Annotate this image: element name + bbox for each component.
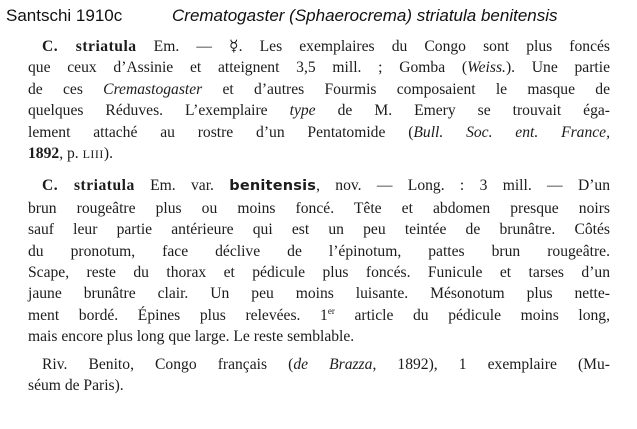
worker-symbol: ☿ [229,38,239,55]
species-name: C. striatula [42,177,135,195]
text-line: brun rougeâtre plus ou moins foncé. Tête et abdomen presque noirs [28,199,610,217]
text-line: de ces Cremastogaster et d’autres Fourmis composaient le masque de [28,80,610,98]
paragraph-variety-description [28,175,610,347]
text-line: 1892, p. LIII). [28,145,113,163]
variety-name: benitensis [229,178,317,195]
species-name: C. striatula [42,38,137,55]
reference-page: LIII [82,147,104,162]
text-line: mais encore plus long que large. Le reste semblable. [28,328,355,346]
collector-name: de Brazza [293,355,373,373]
paragraph-locality [28,354,610,397]
type-word: type [289,102,316,120]
text-line: que ceux d’Assinie et atteignent 3,5 mill. ; Gomba (Weiss.). Une partie [28,59,610,77]
genus-name: Cremastogaster [103,80,203,98]
text-line: du pronotum, face déclive de l’épinotum, pattes brun rougeâtre. [28,242,610,260]
document-body [28,36,610,397]
text-line: séum de Paris). [28,377,124,395]
text-line: C. striatula Em. var. benitensis, nov. — Long. : 3 mill. — D’un [42,177,610,195]
ordinal-superscript: er [327,305,335,316]
text-line: sauf leur partie antérieure qui est un peu teintée de brunâtre. Côtés [28,221,610,239]
collector-name: Weiss. [467,59,506,77]
text-line: lement attaché au rostre d’un Pentatomide (Bull. Soc. ent. France, [28,123,610,141]
journal-reference: Bull. Soc. ent. France, [413,123,610,141]
citation-author-year: Santschi 1910c [6,6,123,25]
reference-year: 1892 [28,145,60,163]
taxon-name: Crematogaster (Sphaerocrema) striatula benitensis [172,6,558,25]
page-header [6,4,631,30]
paragraph-species-note [28,36,610,165]
text-line: C. striatula Em. — ☿. Les exemplaires du Congo sont plus foncés [42,38,610,55]
text-line: Scape, reste du thorax et pédicule plus foncés. Funicule et tarses d’un [28,264,610,282]
text-line: jaune brunâtre clair. Un peu moins luisante. Mésonotum plus nette- [28,285,610,303]
text-line: quelques Réduves. L’exemplaire type de M. Emery se trouvait éga- [28,102,611,120]
text-line: ment bordé. Épines plus relevées. 1er article du pédicule moins long, [28,305,610,324]
text-line: Riv. Benito, Congo français (de Brazza, 1892), 1 exemplaire (Mu- [42,355,610,373]
